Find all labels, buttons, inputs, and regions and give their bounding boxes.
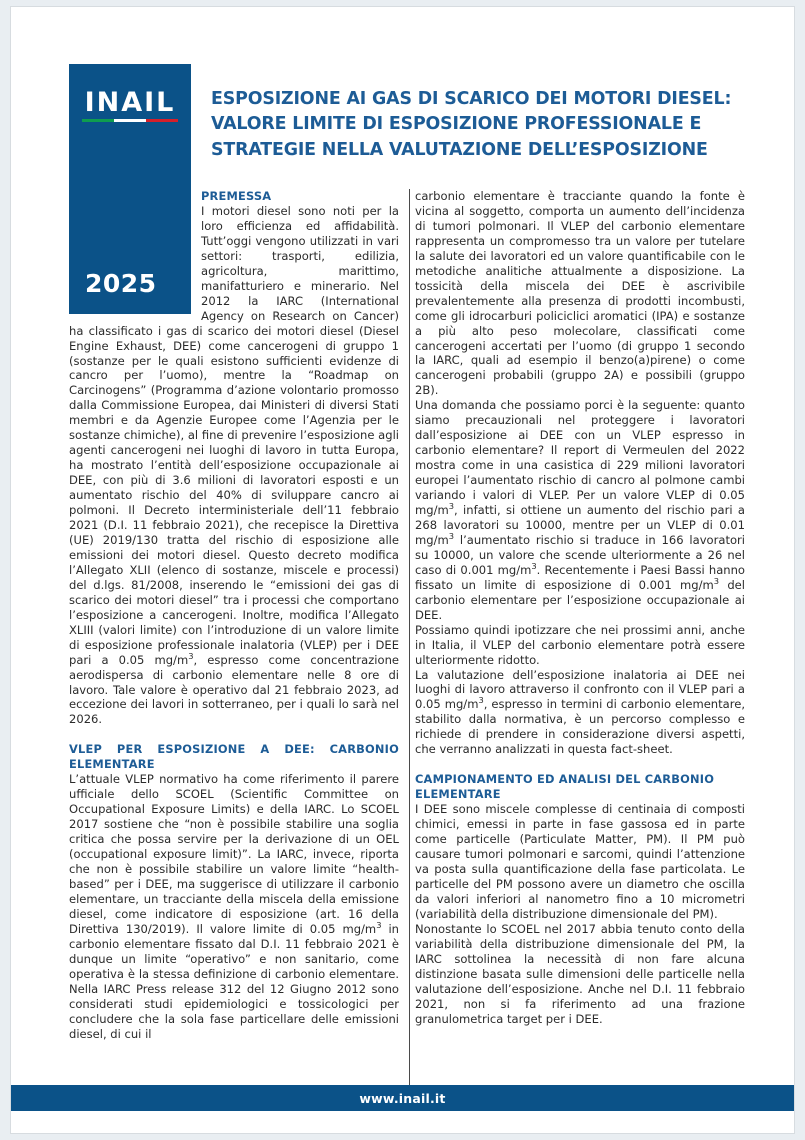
flag-stripe-white: [114, 119, 146, 122]
unit-superscript: 3: [478, 695, 484, 706]
column-right: [415, 189, 745, 1027]
unit-superscript: 3: [531, 560, 537, 571]
paragraph-vermeulen-e: del carbonio elementare per l’esposizione occupazionale ai DEE.: [415, 577, 745, 622]
inail-logo: [82, 89, 178, 122]
document-footer: [11, 1085, 794, 1111]
paragraph-vermeulen: [415, 398, 745, 622]
brand-block-text-wrap-spacer: [69, 189, 201, 320]
paragraph-vlep-text-tail: in carbonio elementare fissato dal D.I. 11 febbraio 2021 è dunque un limite “operativo” e non sanitario, come operativa è la stessa definizione di carbonio elementare. Nella IARC Press release 312 del 12 Giugno 2012 sono considerati studi epidemiologici e tossicologici per concludere che la sola fase particellare delle emissioni diesel, di cui il: [69, 921, 399, 1041]
section-heading-premessa: PREMESSA: [201, 189, 272, 203]
paragraph-scoel-2017: Nonostante lo SCOEL nel 2017 abbia tenuto conto della variabilità della distribuzione dimensionale del PM, la IARC sottolinea la necessità di non fare alcuna distinzione basata sulle dimensioni delle particelle nella valutazione dell’esposizione. Anche nel D.I. 11 febbraio 2021, non si fa riferimento ad una frazione granulometrica target per i DEE.: [415, 921, 745, 1026]
flag-stripe-green: [82, 119, 114, 122]
paragraph-dee-miscele: I DEE sono miscele complesse di centinaia di composti chimici, emessi in parte in fase gassosa ed in parte come particelle (Particulate Matter, PM). Il PM può causare tumori polmonari e sarcomi, quindi l’attenzione va posta sulla quantificazione della fase particolata. Le particelle del PM possono avere un diametro che oscilla da valori inferiori al nanometro fino a 10 micrometri (variabilità della distribuzione dimensionale del PM).: [415, 802, 745, 921]
unit-superscript: 3: [448, 531, 454, 542]
paragraph-vlep-text: L’attuale VLEP normativo ha come riferimento il parere ufficiale dello SCOEL (Scientific Committee on Occupational Exposure Limits) e della IARC. Lo SCOEL 2017 sostiene che “non è possibile stabilire una soglia critica che possa servire per la derivazione di un OEL (occupational exposure limit)”. La IARC, invece, riporta che non è possibile stabilire un valore limite “health-based” per i DEE, ma suggerisce di utilizzare il carbonio elementare, un tracciante della miscela della emissione diesel, come indicatore di esposizione (art. 16 della Direttiva 130/2019). Il valore limite di 0.05 mg/m: [69, 772, 399, 936]
paragraph-premessa-text: I motori diesel sono noti per la loro efficienza ed affidabilità. Tutt’oggi vengono utilizzati in vari settori: trasporti, edilizia, agricoltura, marittimo, manifatturiero e minerario. Nel 2012 la IARC (International Agency on Research on Cancer) ha classificato i gas di scarico dei motori diesel (Diesel Engine Exhaust, DEE) come cancerogeni di gruppo 1 (sostanze per le quali esistono sufficienti evidenze di cancro per l’uomo), mentre la “Roadmap on Carcinogens” (Programma d’azione volontario promosso dalla Commissione Europea, dai Ministeri di diversi Stati membri e da Agenzie Europee come l’Agenzia per le sostanze chimiche), al fine di prevenire l’esposizione agli agenti cancerogeni nei luoghi di lavoro in tutta Europa, ha mostrato l’entità dell’esposizione occupazionale ai DEE, con più di 3.6 milioni di lavoratori esposti e un aumentato rischio del 40% di sviluppare cancro ai polmoni. Il Decreto interministeriale dell’11 febbraio 2021 (D.I. 11 febbraio 2021), che recepisce la Direttiva (UE) 2019/130 tratta del rischio di esposizione alle emissioni dei motori diesel. Questo decreto modifica l’Allegato XLII (elenco di sostanze, miscele e processi) del d.lgs. 81/2008, inserendo le “emissioni dei gas di scarico dei motori diesel” tra i processi che comportano l’esposizione a cancerogeni. Inoltre, modifica l’Allegato XLIII (valori limite) con l’introduzione di un valore limite di esposizione professionale inalatoria (VLEP) per i DEE pari a 0.05 mg/m: [69, 204, 399, 667]
paragraph-vermeulen-b: , infatti, si ottiene un aumento del rischio pari a 268 lavoratori su 10000, mentre per un VLEP di 0.01 mg/m: [415, 503, 745, 547]
page-title: ESPOSIZIONE AI GAS DI SCARICO DEI MOTORI DIESEL: VALORE LIMITE DI ESPOSIZIONE PROFESSIONALE E STRATEGIE NELLA VALUTAZIONE DELL’ESPOSIZIONE: [211, 88, 732, 160]
section-heading-vlep-line1: VLEP PER ESPOSIZIONE A DEE: CARBONIO: [69, 742, 399, 757]
unit-superscript: 3: [448, 501, 454, 512]
inail-logo-text: INAIL: [84, 87, 176, 118]
paragraph-ipotesi-riduzione: Possiamo quindi ipotizzare che nei prossimi anni, anche in Italia, il VLEP del carbonio elementare potrà essere ulteriormente ridotto.: [415, 622, 745, 667]
paragraph-carbonio-tracciante: [415, 189, 745, 398]
unit-superscript: 3: [713, 575, 720, 586]
italian-flag-underline-icon: [82, 119, 178, 122]
section-heading-vlep-line2: ELEMENTARE: [69, 757, 155, 772]
column-divider: [409, 189, 410, 1097]
paragraph-carbonio-tracciante-text: carbonio elementare è tracciante quando la fonte è vicina al soggetto, comporta un aumento dell’incidenza di tumori polmonari. Il VLEP del carbonio elementare rappresenta un compromesso tra un valore per tutelare la salute dei lavoratori ed un valore quantificabile con le metodiche analitiche attualmente a disposizione. La tossicità della miscela dei DEE è ascrivibile prevalentemente alla presenza di prodotti incombusti, come gli idrocarburi policiclici aromatici (IPA) e sostanze a più alto peso molecolare, classificati come cancerogeni accertati per l’uomo (di gruppo 1 secondo la IARC, quali ad esempio il benzo(a)pirene) o come cancerogeni probabili (gruppo 2A) e possibili (gruppo 2B).: [415, 189, 745, 398]
unit-superscript: 3: [376, 920, 382, 931]
unit-superscript: 3: [188, 650, 194, 661]
flag-stripe-red: [146, 119, 178, 122]
document-content: [69, 189, 745, 1079]
section-heading-campionamento-line1: CAMPIONAMENTO ED ANALISI DEL CARBONIO: [415, 772, 715, 787]
paragraph-premessa-text-tail: , espresso come concentrazione aerodispersa di carbonio elementare nelle 8 ore di lavoro. Tale valore è operativo dal 21 febbraio 2023, ad eccezione dei lavori in sotterraneo, per i quali lo sarà nel 2026.: [69, 652, 400, 727]
column-left: [69, 189, 399, 1042]
section-heading-campionamento-line2: ELEMENTARE: [415, 787, 501, 802]
paragraph-valutazione-a: La valutazione dell’esposizione inalatoria ai DEE nei luoghi di lavoro attraverso il confronto con il VLEP pari a 0.05 mg/m: [415, 667, 745, 712]
paragraph-vermeulen-d: . Recentemente i Paesi Bassi hanno fissato un limite di esposizione di 0.001 mg/m: [415, 562, 745, 592]
paragraph-vermeulen-c: l’aumentato rischio si traduce in 166 lavoratori su 10000, un valore che scende ulteriormente a 26 nel caso di 0.001 mg/m: [415, 532, 745, 577]
publication-year: 2025: [85, 269, 157, 298]
paragraph-vlep: [69, 772, 399, 1041]
paragraph-valutazione: [415, 668, 745, 758]
paragraph-vermeulen-a: Una domanda che possiamo porci è la seguente: quanto siamo precauzionali nel proteggere i lavoratori dall’esposizione ai DEE con un VLEP espresso in carbonio elementare? Il report di Vermeulen del 2022 mostra come in una casistica di 229 milioni lavoratori europei l’aumentato rischio di cancro al polmone cambi variando i valori di VLEP. Per un valore VLEP di 0.05 mg/m: [415, 398, 745, 518]
website-link[interactable]: www.inail.it: [359, 1090, 446, 1106]
document-page: [10, 6, 795, 1134]
paragraph-valutazione-b: , espresso in termini di carbonio elementare, stabilito dalla normativa, è un percorso complesso e richiede di prendere in considerazione diversi aspetti, che verranno analizzati in questa fact-sheet.: [415, 697, 745, 757]
